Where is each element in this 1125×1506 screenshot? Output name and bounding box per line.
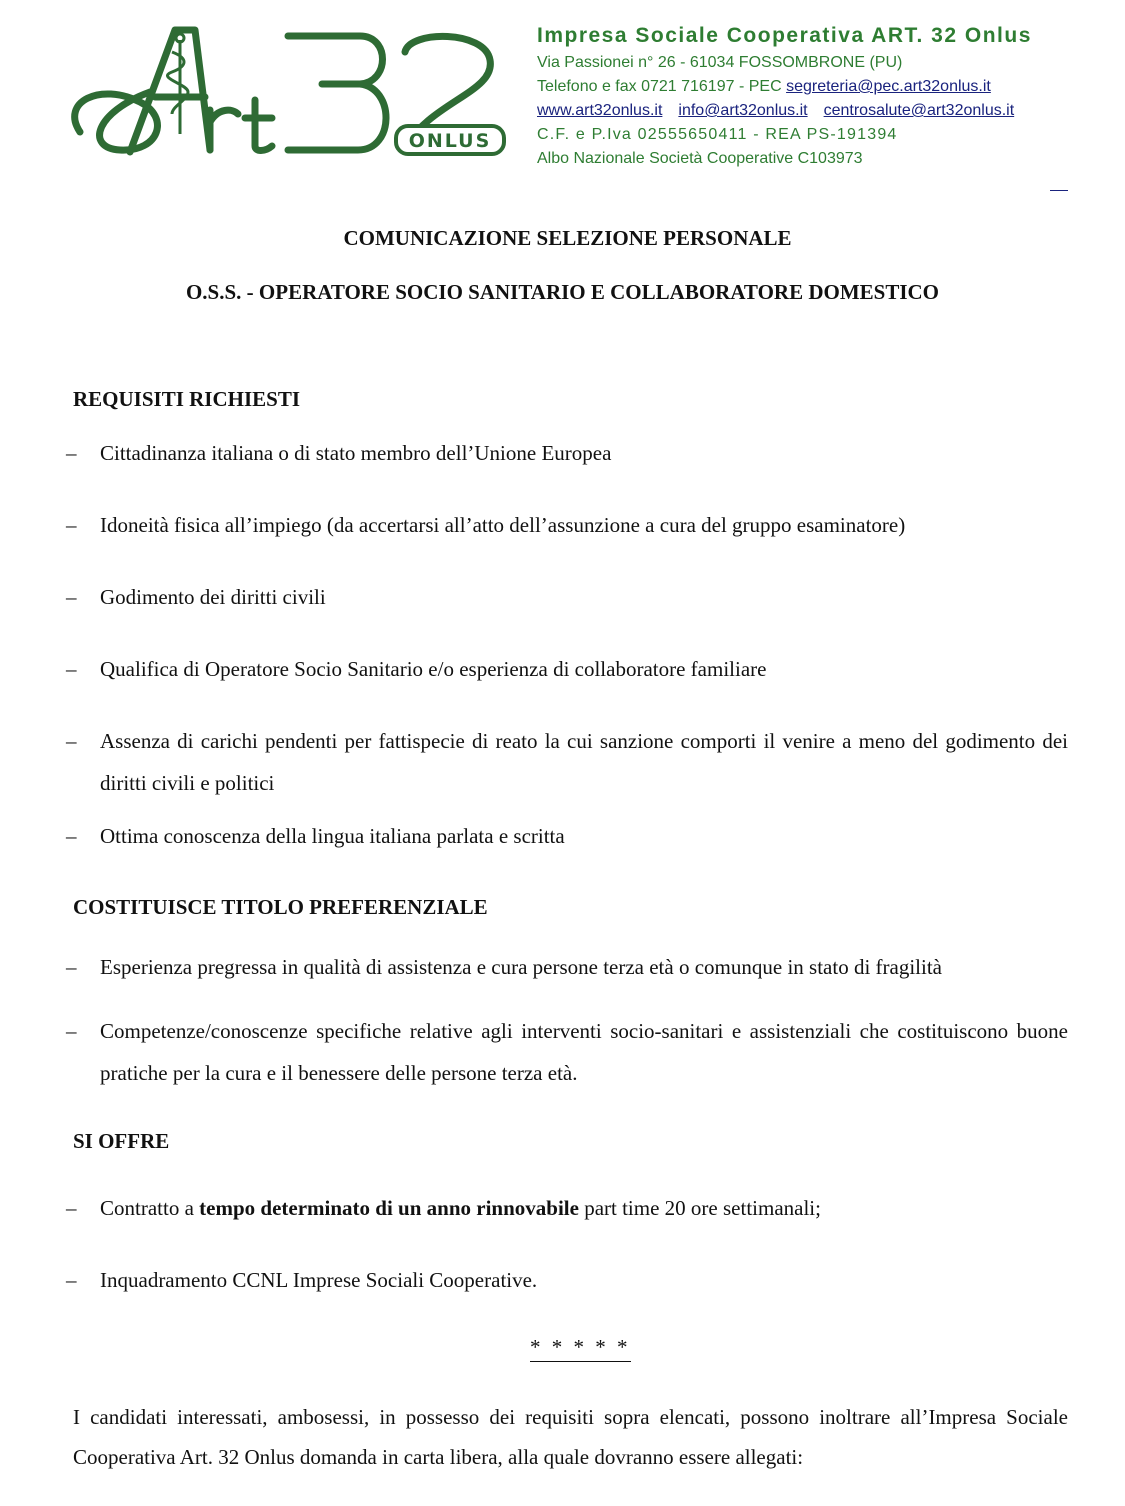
- list-item-text: Competenze/conoscenze specifiche relative agli interventi socio-sanitari e assistenziali che costituiscono buone pratiche per la cura e il benessere delle persone terza età.: [100, 1019, 1068, 1085]
- list-item-text: Assenza di carichi pendenti per fattispecie di reato la cui sanzione comporti il venire a meno del godimento dei diritti civili e politici: [100, 729, 1068, 795]
- logo-badge-text: ONLUS: [408, 130, 492, 152]
- document-subtitle: O.S.S. - OPERATORE SOCIO SANITARIO E COLLABORATORE DOMESTICO: [185, 280, 940, 304]
- bullet-dash: –: [66, 1196, 77, 1220]
- org-tax: C.F. e P.Iva 02555650411 - REA PS-191394: [537, 126, 898, 143]
- org-address: Via Passionei n° 26 - 61034 FOSSOMBRONE (PU): [537, 54, 903, 71]
- list-item-text: [100, 1187, 1068, 1229]
- bullet-dash: –: [66, 441, 77, 465]
- website-link[interactable]: www.art32onlus.it: [537, 102, 663, 119]
- section-heading-preferenziale: COSTITUISCE TITOLO PREFERENZIALE: [73, 895, 488, 919]
- list-item-text: Godimento dei diritti civili: [100, 585, 326, 609]
- section-heading-requisiti: REQUISITI RICHIESTI: [73, 387, 301, 411]
- bullet-dash: –: [66, 824, 77, 848]
- bullet-dash: –: [66, 513, 77, 537]
- list-item-text: Qualifica di Operatore Socio Sanitario e/o esperienza di collaboratore familiare: [100, 657, 767, 681]
- art32-onlus-logo: [60, 22, 510, 167]
- list-item-text: Esperienza pregressa in qualità di assistenza e cura persone terza età o comunque in stato di fragilità: [100, 955, 942, 979]
- document-title: COMUNICAZIONE SELEZIONE PERSONALE: [343, 226, 792, 250]
- org-web-line: [537, 99, 1097, 123]
- bullet-dash: –: [66, 955, 77, 979]
- org-phone: Telefono e fax 0721 716197 - PEC: [537, 78, 787, 95]
- offer-text-post: part time 20 ore settimanali;: [578, 1196, 821, 1220]
- section-heading-offre: SI OFFRE: [73, 1129, 170, 1153]
- list-item-text: Idoneità fisica all’impiego (da accertarsi all’atto dell’assunzione a cura del gruppo esaminatore): [100, 513, 906, 537]
- list-item-text: Inquadramento CCNL Imprese Sociali Cooperative.: [100, 1268, 538, 1292]
- centrosalute-email-link[interactable]: centrosalute@art32onlus.it: [823, 102, 1015, 119]
- header-mark: [1050, 190, 1068, 191]
- org-phone-line: [537, 75, 1097, 99]
- org-albo: Albo Nazionale Società Cooperative C103973: [537, 150, 863, 167]
- offer-text-bold: tempo determinato di un anno rinnovabile: [199, 1196, 579, 1220]
- bullet-dash: –: [66, 1019, 77, 1043]
- separator-stars: * * * * *: [530, 1333, 631, 1362]
- bullet-dash: –: [66, 1268, 77, 1292]
- offer-text-pre: Contratto a: [100, 1196, 200, 1220]
- pec-link[interactable]: segreteria@pec.art32onlus.it: [786, 78, 991, 95]
- bullet-dash: –: [66, 729, 77, 753]
- closing-paragraph: I candidati interessati, ambosessi, in possesso dei requisiti sopra elencati, possono inoltrare all’Impresa Sociale Cooperativa Art. 32 Onlus domanda in carta libera, alla quale dovranno essere allegati:: [73, 1405, 1068, 1469]
- org-name: Impresa Sociale Cooperativa ART. 32 Onlus: [537, 24, 1032, 47]
- bullet-dash: –: [66, 585, 77, 609]
- bullet-dash: –: [66, 657, 77, 681]
- org-info: [537, 22, 1097, 171]
- list-item-text: Ottima conoscenza della lingua italiana parlata e scritta: [100, 824, 565, 848]
- info-email-link[interactable]: info@art32onlus.it: [678, 102, 808, 119]
- list-item-text: Cittadinanza italiana o di stato membro dell’Unione Europea: [100, 441, 612, 465]
